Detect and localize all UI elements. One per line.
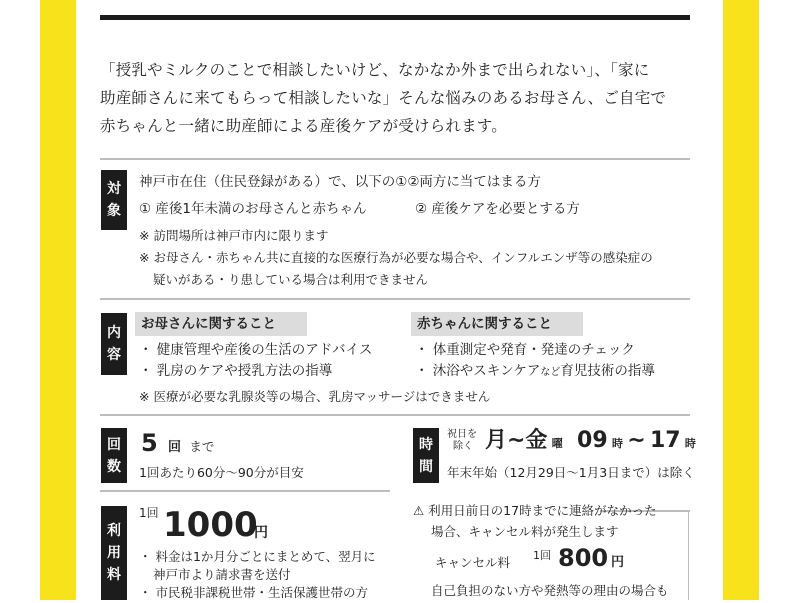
- fee-unit: 円: [254, 525, 268, 541]
- holiday-excluded: [447, 429, 477, 453]
- section-separator: [100, 490, 390, 492]
- holiday-text: 除く: [453, 441, 473, 452]
- tag-char: 利: [107, 523, 121, 539]
- hours-tilde: ~: [627, 428, 646, 453]
- cancel-line: 自己負担のない方や発熱等の理由の場合も: [431, 583, 669, 598]
- mother-item: ・ 乳房のケアや授乳方法の指導: [139, 363, 333, 379]
- baby-item: ・ 体重測定や発育・発達のチェック: [415, 342, 635, 358]
- fee-note: ・ 料金は1か月分ごとにまとめて、翌月に: [139, 549, 376, 564]
- hours-start-unit: 時: [611, 437, 623, 450]
- section-separator: [100, 298, 690, 300]
- fee-per: 1回: [139, 506, 159, 520]
- hours-end-unit: 時: [684, 437, 696, 450]
- cancel-line: 場合、キャンセル料が発生します: [431, 524, 619, 539]
- cancel-per: 1回: [533, 549, 551, 562]
- count-tag: [101, 428, 127, 483]
- baby-item-text: 育児技術の指導: [560, 363, 655, 379]
- tag-char: 回: [107, 436, 121, 453]
- content-note: ※ 医療が必要な乳腺炎等の場合、乳房マッサージはできません: [139, 389, 491, 404]
- count-suffix: まで: [189, 439, 215, 454]
- target-tag: [101, 170, 127, 230]
- intro-paragraph: [100, 56, 700, 140]
- fee-note: 神戸市より請求書を送付: [153, 567, 291, 582]
- target-condition-2: ② 産後ケアを必要とする方: [415, 201, 580, 217]
- tag-char: 象: [107, 203, 121, 219]
- content-tag: [101, 313, 127, 375]
- tag-char: 間: [419, 458, 433, 475]
- tag-char: 料: [107, 567, 121, 583]
- section-separator: [100, 414, 690, 416]
- hours-note: 年末年始（12月29日〜1月3日まで）は除く: [447, 465, 695, 480]
- fee-note: ・ 市民税非課税世帯・生活保護世帯の方: [139, 585, 368, 600]
- baby-item-small: など: [540, 367, 561, 378]
- mother-subheader: お母さんに関すること: [135, 312, 307, 336]
- fee-tag: [101, 506, 127, 600]
- hours-days: 月~金: [485, 428, 548, 453]
- tag-char: 用: [107, 545, 121, 561]
- cancel-amount: 800: [558, 544, 609, 572]
- mother-item: ・ 健康管理や産後の生活のアドバイス: [139, 342, 373, 358]
- section-separator: [100, 158, 690, 160]
- target-lead: 神戸市在住（住民登録がある）で、以下の①②両方に当てはまる方: [139, 174, 541, 190]
- tag-char: 内: [107, 325, 121, 341]
- count-value: [141, 429, 214, 462]
- tag-char: 対: [107, 181, 121, 197]
- fee-amount: 1000: [163, 505, 258, 545]
- intro-line: 助産師さんに来てもらって相談したいな」そんな悩みのあるお母さん、ご自宅で: [100, 89, 667, 107]
- target-note: ※ お母さん・赤ちゃん共に直接的な医療行為が必要な場合や、インフルエンザ等の感染症の: [139, 250, 653, 265]
- intro-line: 赤ちゃんと一緒に助産師による産後ケアが受けられます。: [100, 117, 507, 135]
- left-yellow-border: [40, 0, 76, 600]
- cancel-line: ⚠ 利用日前日の17時までに連絡がなかった: [413, 503, 657, 518]
- target-condition-1: ① 産後1年未満のお母さんと赤ちゃん: [139, 201, 367, 217]
- baby-item-text: ・ 沐浴やスキンケア: [415, 363, 541, 379]
- cancel-unit: 円: [611, 555, 625, 570]
- hours-day-unit: 曜: [551, 437, 563, 450]
- tag-char: 数: [107, 458, 121, 475]
- target-note: ※ 訪問場所は神戸市内に限ります: [139, 228, 329, 243]
- count-unit: 回: [168, 440, 182, 455]
- count-number: 5: [141, 429, 158, 457]
- cancel-fee-label: キャンセル料: [435, 555, 511, 570]
- count-note: 1回あたり60分〜90分が目安: [139, 465, 304, 480]
- intro-line: 「授乳やミルクのことで相談したいけど、なかなか外まで出られない」、「家に: [100, 61, 650, 79]
- target-note: 疑いがある・り患している場合は利用できません: [153, 272, 429, 287]
- right-yellow-border: [723, 0, 759, 600]
- tag-char: 時: [419, 436, 433, 453]
- hours-tag: [413, 428, 439, 483]
- holiday-text: 祝日を: [447, 429, 477, 440]
- top-divider: [100, 15, 690, 20]
- baby-item: [415, 361, 655, 383]
- hours-value: [485, 426, 696, 459]
- tag-char: 容: [107, 347, 121, 363]
- hours-start: 09: [577, 428, 608, 453]
- baby-subheader: 赤ちゃんに関すること: [411, 312, 583, 336]
- hours-end: 17: [649, 428, 681, 453]
